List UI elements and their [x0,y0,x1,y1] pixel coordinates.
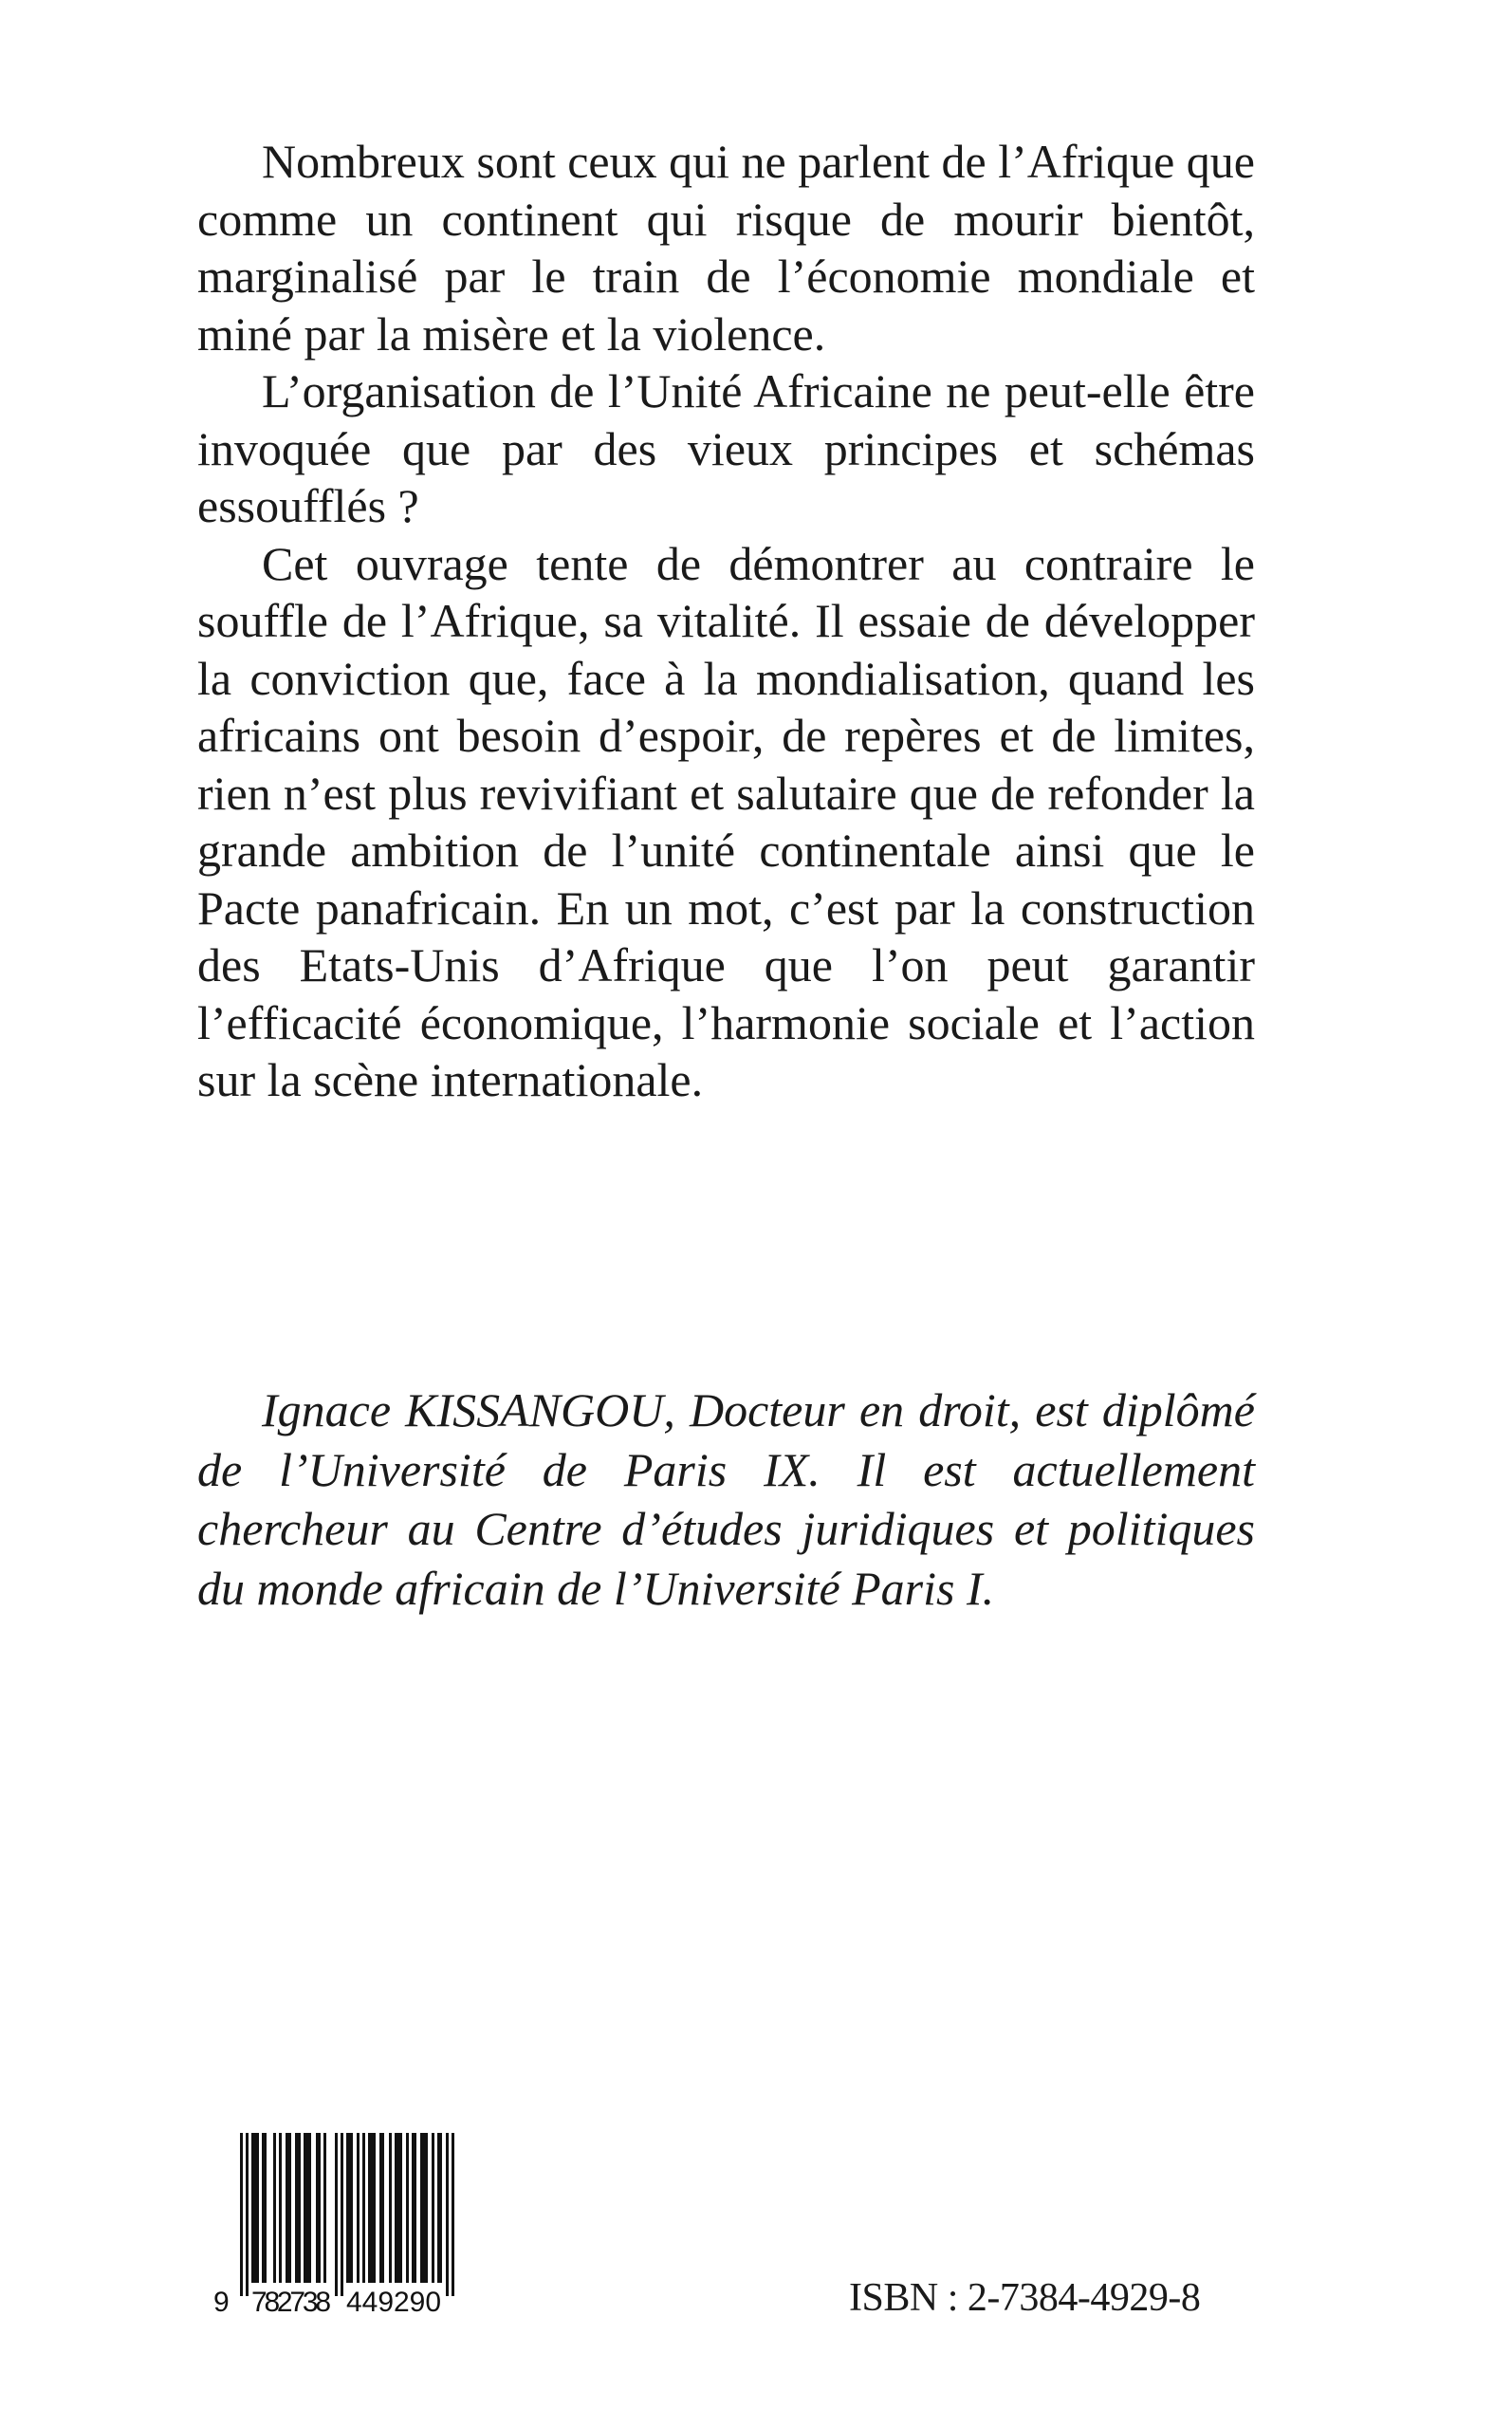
blurb-paragraph-2: L’organisation de l’Unité Africaine ne peut-elle être invoquée que par des vieux principes et schémas essoufflés ? [197,364,1255,532]
barcode [213,2133,536,2313]
blurb-paragraph-3: Cet ouvrage tente de démontrer au contraire le souffle de l’Afrique, sa vitalité. Il essaie de développer la conviction que, face à la mondialisation, quand les africains ont besoin d’espoir, de repères et de limites, rien n’est plus revivifiant et salutaire que de refonder la grande ambition de l’unité continentale ainsi que le Pacte panafricain. En un mot, c’est par la construction des Etats-Unis d’Afrique que l’on peut garantir l’efficacité économique, l’harmonie sociale et l’action sur la scène internationale. [197,536,1255,1106]
ean13-barcode-icon [213,2133,536,2313]
back-cover-blurb [197,133,1255,1109]
isbn-label: ISBN : 2-7384-4929-8 [849,2276,1201,2320]
author-bio [197,1381,1255,1618]
author-bio-text: Ignace KISSANGOU, Docteur en droit, est diplômé de l’Université de Paris IX. Il est actuellement chercheur au Centre d’études juridiques et politiques du monde africain de l’Université Paris I. [197,1383,1255,1615]
barcode-left-digits: 782738 [251,2287,331,2313]
barcode-lead-digit: 9 [213,2287,230,2313]
blurb-paragraph-1: Nombreux sont ceux qui ne parlent de l’Afrique que comme un continent qui risque de mourir bientôt, marginalisé par le train de l’économie mondiale et miné par la misère et la violence. [197,135,1255,361]
barcode-right-digits: 449290 [346,2287,441,2313]
